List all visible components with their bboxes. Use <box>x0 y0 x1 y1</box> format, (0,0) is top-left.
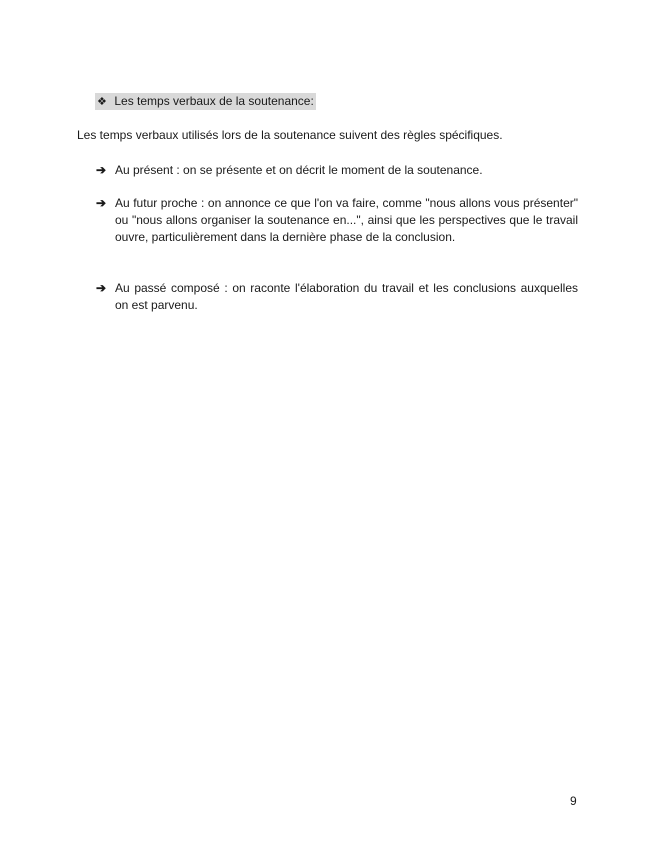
arrow-icon: ➔ <box>96 281 107 295</box>
arrow-icon: ➔ <box>96 196 107 210</box>
list-item <box>96 162 578 179</box>
list-item-text: Au futur proche : on annonce ce que l'on va faire, comme "nous allons vous présenter" ou "nous allons organiser la soutenance en...", ainsi que les perspectives que le travail ouvre, particulièrement dans la dernière phase de la conclusion. <box>115 196 578 244</box>
list-item <box>96 195 578 246</box>
arrow-icon: ➔ <box>96 163 107 177</box>
intro-paragraph: Les temps verbaux utilisés lors de la soutenance suivent des règles spécifiques. <box>77 128 503 142</box>
section-heading-text: Les temps verbaux de la soutenance: <box>114 94 314 108</box>
list-item-text: Au passé composé : on raconte l'élaboration du travail et les conclusions auxquelles on est parvenu. <box>115 281 578 312</box>
page-number: 9 <box>570 794 577 808</box>
list-item-text: Au présent : on se présente et on décrit le moment de la soutenance. <box>115 163 483 177</box>
section-heading <box>95 93 316 110</box>
diamond-bullet-icon: ❖ <box>97 96 107 108</box>
list-item <box>96 280 578 314</box>
